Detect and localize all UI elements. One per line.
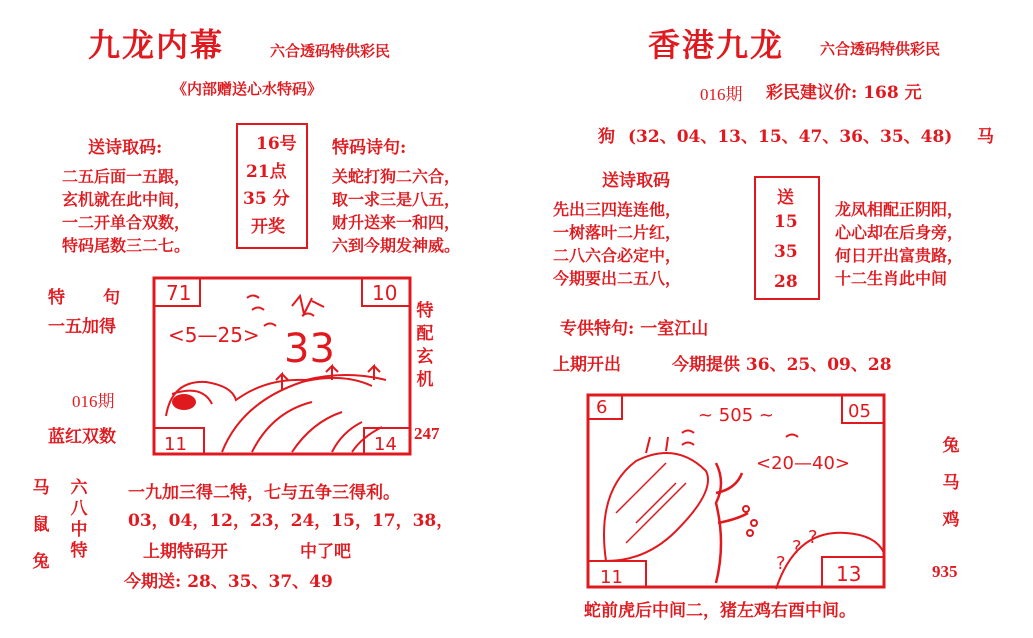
left-line-3a: 上期特码开 [143, 542, 228, 562]
left-zodiac-column [30, 470, 52, 581]
left-box-line: 35 分 [243, 189, 290, 209]
pic-top-text: ~ 505 ~ [698, 405, 774, 426]
pic-corner-bl: 11 [164, 434, 187, 455]
poem-line: 一二开单合双数， [62, 213, 191, 232]
left-box-line: 21点 [246, 162, 287, 182]
left-six-eight-column: 六八中特 [70, 478, 88, 561]
left-line-4: 今期送: 28、35、37、49 [124, 572, 333, 592]
poem-line: 二五后面一五跟， [62, 167, 191, 186]
pic-corner-tl: 6 [596, 397, 608, 418]
right-box-line: 15 [774, 212, 798, 232]
poem-line: 龙凤相配正阴阳， [835, 200, 964, 219]
poem-line: 特码尾数三二七。 [62, 236, 191, 255]
right-dog-label: 狗 [598, 127, 615, 147]
pic-range: <5—25> [168, 323, 260, 347]
right-zodiac-column [940, 428, 962, 539]
left-title: 九龙内幕 [88, 26, 225, 64]
poem-line: 一树落叶二片红， [553, 223, 682, 242]
poem-line: 十二生肖此中间 [835, 269, 948, 288]
left-special-label-1: 特 [48, 288, 65, 308]
left-clue-picture [152, 276, 412, 456]
poem-line: 关蛇打狗二六合， [332, 167, 461, 186]
right-today: 今期提供 36、25、09、28 [672, 355, 892, 375]
poem-line: 何日开出富贵路， [835, 246, 964, 265]
left-box-line: 16号 [256, 134, 297, 154]
svg-text:?: ? [808, 527, 818, 548]
left-poem-heading-a: 送诗取码: [88, 138, 163, 158]
right-price: 彩民建议价: 168 元 [766, 83, 922, 103]
pic-corner-tr: 05 [848, 401, 871, 422]
svg-text:?: ? [776, 553, 786, 574]
left-line-3b: 中了吧 [300, 542, 351, 562]
pic-corner-br: 13 [836, 562, 862, 586]
zodiac-item: 兔 [32, 552, 50, 572]
zodiac-item: 兔 [942, 436, 960, 456]
svg-text:?: ? [792, 537, 802, 558]
right-special-phrase: 专供特句: 一室江山 [560, 319, 709, 339]
left-poem-b [332, 165, 460, 257]
right-poem-heading: 送诗取码 [602, 171, 670, 191]
left-issue: 016期 [72, 392, 115, 411]
poem-line: 财升送来一和四， [332, 213, 461, 232]
right-poem-b [835, 198, 963, 290]
right-title: 香港九龙 [648, 26, 785, 64]
poem-line: 二八六合必定中， [553, 246, 682, 265]
right-dog-numbers: (32、04、13、15、47、36、35、48) [628, 127, 953, 147]
pic-corner-br: 14 [374, 434, 397, 455]
poem-line: 今期要出二五八， [553, 269, 682, 288]
right-issue: 016期 [700, 85, 743, 104]
left-tagline: 六合透码特供彩民 [270, 42, 391, 60]
poem-line: 玄机就在此中间， [62, 190, 191, 209]
poem-line: 取一求三是八五， [332, 190, 461, 209]
zodiac-item: 鼠 [32, 515, 50, 535]
right-number: 935 [932, 562, 958, 581]
right-tagline: 六合透码特供彩民 [820, 40, 941, 58]
right-last-open: 上期开出 [553, 355, 621, 375]
zodiac-item: 马 [942, 473, 960, 493]
left-box-line: 开奖 [251, 217, 285, 237]
left-blue-red: 蓝红双数 [48, 427, 116, 447]
poem-line: 心心却在后身旁， [835, 223, 964, 242]
pic-range: <20—40> [756, 453, 850, 474]
pic-corner-tr: 10 [372, 281, 398, 305]
poem-line: 先出三四连连他， [553, 200, 682, 219]
right-poem-a [553, 198, 681, 290]
left-special-label-2: 句 [103, 288, 120, 308]
left-right-number: 247 [414, 424, 440, 443]
left-subtitle: 《内部赠送心水特码》 [172, 80, 323, 98]
left-vertical-phrase: 特配玄机 [416, 301, 434, 390]
right-horse-label: 马 [977, 127, 994, 147]
pic-corner-tl: 71 [166, 281, 192, 305]
left-special-phrase: 一五加得 [48, 317, 116, 337]
right-box-line: 送 [777, 188, 794, 208]
left-poem-a [62, 165, 190, 257]
left-line-2: 03，04，12，23，24，15，17，38， [128, 511, 454, 531]
pic-big-number: 33 [284, 326, 335, 372]
right-box-line: 28 [774, 272, 798, 292]
pic-corner-bl: 11 [600, 567, 623, 588]
right-clue-picture [586, 393, 886, 589]
right-footer: 蛇前虎后中间二，猪左鸡右酉中间。 [584, 601, 856, 621]
zodiac-item: 马 [32, 478, 50, 498]
poem-line: 六到今期发神威。 [332, 236, 461, 255]
left-poem-heading-b: 特码诗句: [332, 138, 407, 158]
right-box-line: 35 [774, 242, 798, 262]
zodiac-item: 鸡 [942, 510, 960, 530]
left-line-1: 一九加三得二特，七与五争三得利。 [128, 483, 400, 503]
